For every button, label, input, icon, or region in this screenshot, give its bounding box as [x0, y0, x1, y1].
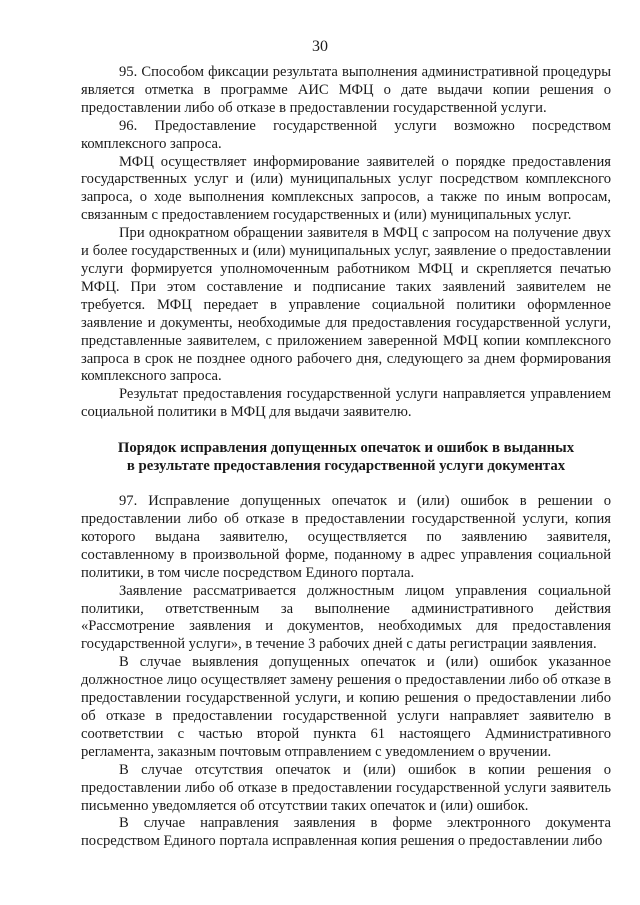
paragraph-single-request: При однократном обращении заявителя в МФЦ с запросом на получение двух и более государственных и (или) муниципальных услуг, заявление о предоставлении услуги формируется уполномоченным работником МФЦ и скрепляется печатью МФЦ. При этом составление и подписание таких заявлений заявителем не требуется. МФЦ передает в управление социальной политики оформленное заявление и документы, необходимые для предоставления государственной услуги, представленные заявителем, с приложением заверенной МФЦ копии комплексного запроса в срок не позднее одного рабочего дня, следующего за днем формирования комплексного запроса.	[81, 225, 611, 385]
section-heading-line-1: Порядок исправления допущенных опечаток и ошибок в выданных	[117, 440, 575, 457]
paragraph-electronic-submission: В случае направления заявления в форме электронного документа посредством Единого портала исправленная копия решения о предоставлении либо	[81, 815, 611, 850]
document-body	[81, 64, 611, 851]
paragraph-96: 96. Предоставление государственной услуги возможно посредством комплексного запроса.	[81, 117, 611, 152]
paragraph-errors-found: В случае выявления допущенных опечаток и (или) ошибок указанное должностное лицо осуществляет замену решения о предоставлении либо об отказе в предоставлении государственной услуги, и копию решения о предоставлении либо об отказе в предоставлении государственной услуги направляет заявителю в соответствии с частью второй пункта 61 настоящего Административного регламента, заказным почтовым отправлением с уведомлением о вручении.	[81, 654, 611, 760]
section-heading	[81, 439, 611, 475]
paragraph-mfc-informing: МФЦ осуществляет информирование заявителей о порядке предоставления государственных услуг и (или) муниципальных услуг посредством комплексного запроса, о ходе выполнения комплексных запросов, а также по иным вопросам, связанным с предоставлением государственных и (или) муниципальных услуг.	[81, 153, 611, 224]
paragraph-result-delivery: Результат предоставления государственной услуги направляется управлением социальной политики в МФЦ для выдачи заявителю.	[81, 386, 611, 421]
paragraph-97: 97. Исправление допущенных опечаток и (или) ошибок в решении о предоставлении либо об отказе в предоставлении государственной услуги, копия которого выдана заявителю, осуществляется по заявлению заявителя, составленному в произвольной форме, поданному в адрес управления социальной политики, в том числе посредством Единого портала.	[81, 493, 611, 581]
paragraph-no-errors: В случае отсутствия опечаток и (или) ошибок в копии решения о предоставлении либо об отказе в предоставлении государственной услуги заявитель письменно уведомляется об отсутствии таких опечаток и (или) ошибок.	[81, 761, 611, 814]
paragraph-application-review: Заявление рассматривается должностным лицом управления социальной политики, ответственным за выполнение административного действия «Рассмотрение заявления и документов, необходимых для предоставления государственной услуги», в течение 3 рабочих дней с даты регистрации заявления.	[81, 582, 611, 653]
page-number: 30	[312, 38, 328, 55]
section-heading-line-2: в результате предоставления государственной услуги документах	[126, 458, 566, 475]
paragraph-95: 95. Способом фиксации результата выполнения административной процедуры является отметка в программе АИС МФЦ о дате выдачи копии решения о предоставлении либо об отказе в предоставлении государственной услуги.	[81, 64, 611, 116]
